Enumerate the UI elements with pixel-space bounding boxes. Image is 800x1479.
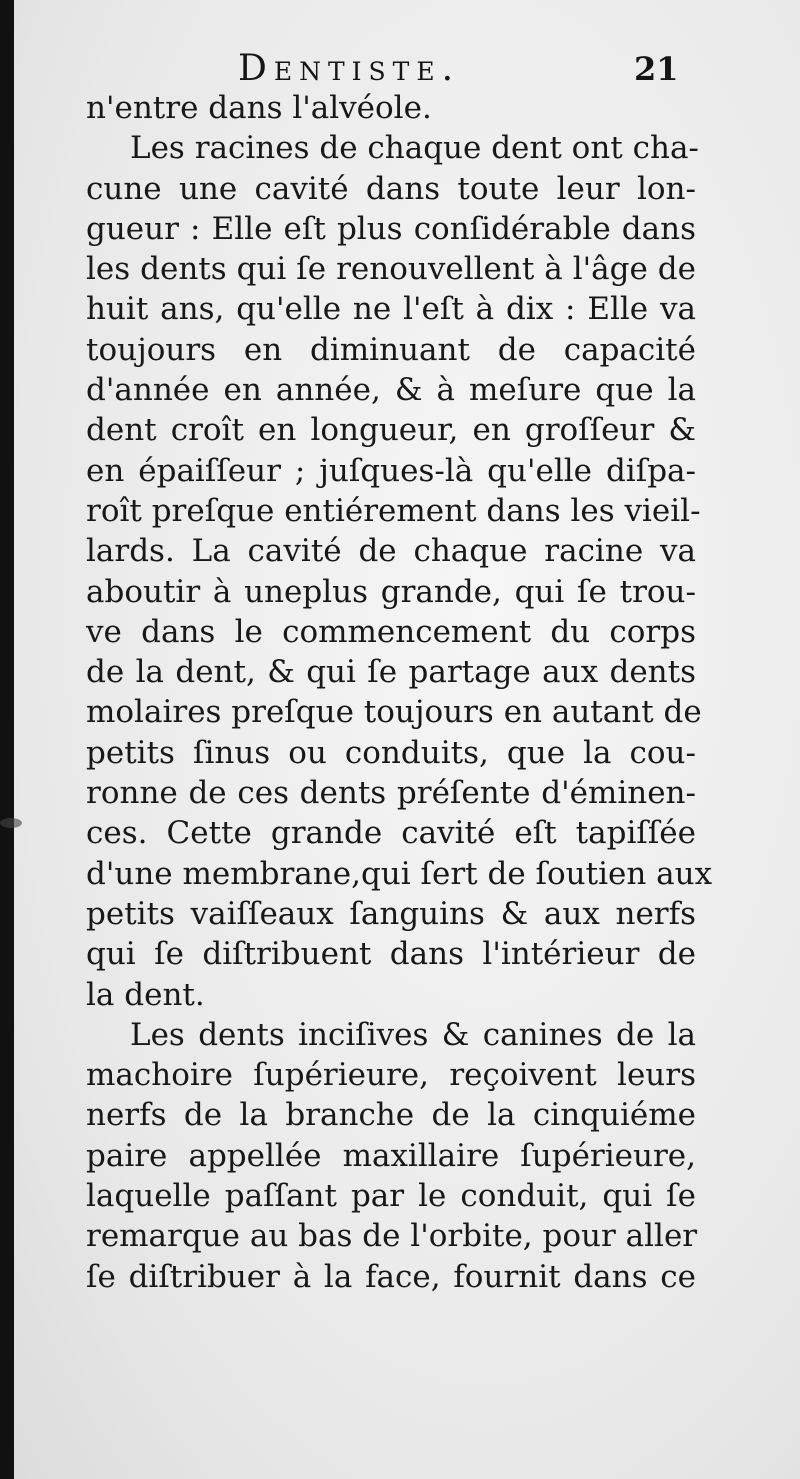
text-line: petits vaiſſeaux ſanguins & aux nerfs <box>86 895 696 932</box>
ink-spot <box>0 818 22 828</box>
text-line: ve dans le commencement du corps <box>86 613 696 650</box>
text-line: d'année en année, & à meſure que la <box>86 372 696 409</box>
book-page <box>14 0 800 1479</box>
text-line: d'une membrane,qui ſert de ſoutien aux <box>86 855 713 892</box>
text-line: petits ſinus ou conduits, que la cou- <box>86 734 696 771</box>
text-line: paire appellée maxillaire ſupérieure, <box>86 1137 696 1174</box>
text-line: en épaiſſeur ; juſques-là qu'elle diſpa- <box>86 452 696 489</box>
text-line: toujours en diminuant de capacité <box>86 331 696 368</box>
text-line: roît preſque entiérement dans les vieil- <box>86 492 701 529</box>
text-line: Les racines de chaque dent ont cha- <box>130 130 699 167</box>
text-line: cune une cavité dans toute leur lon- <box>86 170 696 207</box>
text-line: ces. Cette grande cavité eſt tapiſſée <box>86 815 696 852</box>
text-line: remarque au bas de l'orbite, pour aller <box>86 1218 698 1255</box>
text-line: n'entre dans l'alvéole. <box>86 90 432 126</box>
page-number: 21 <box>634 50 679 88</box>
text-line: de la dent, & qui ſe partage aux dents <box>86 654 696 691</box>
text-line: ronne de ces dents préſente d'éminen- <box>86 775 696 812</box>
text-line: la dent. <box>86 976 205 1013</box>
text-line: machoire ſupérieure, reçoivent leurs <box>86 1057 696 1094</box>
page-header <box>14 48 800 92</box>
text-line: nerfs de la branche de la cinquiéme <box>86 1097 696 1134</box>
text-line: molaires preſque toujours en autant de <box>86 694 702 731</box>
running-title: Dentiste. <box>238 48 461 89</box>
text-line: qui ſe diſtribuent dans l'intérieur de <box>86 936 696 973</box>
text-line: Les dents inciſives & canines de la <box>130 1016 696 1053</box>
text-line: aboutir à uneplus grande, qui ſe trou- <box>86 573 696 610</box>
text-line: laquelle paſſant par le conduit, qui ſe <box>86 1178 696 1215</box>
text-line: les dents qui ſe renouvellent à l'âge de <box>86 251 696 288</box>
body-text <box>86 88 713 1297</box>
text-line: ſe diſtribuer à la face, fournit dans ce <box>86 1258 696 1295</box>
text-line: huit ans, qu'elle ne l'eſt à dix : Elle va <box>86 291 696 328</box>
text-line: lards. La cavité de chaque racine va <box>86 533 696 570</box>
text-line: gueur : Elle eſt plus conſidérable dans <box>86 210 696 247</box>
text-line: dent croît en longueur, en groſſeur & <box>86 412 696 449</box>
